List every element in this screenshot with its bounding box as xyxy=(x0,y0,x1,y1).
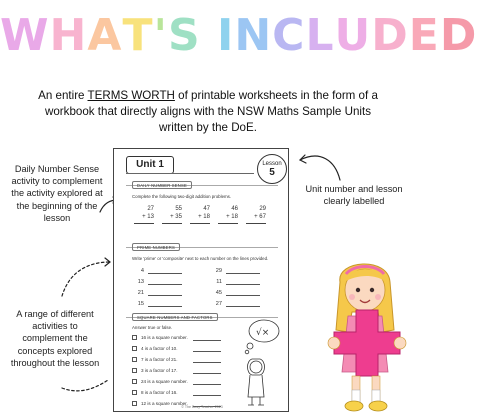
title-letter: L xyxy=(305,10,335,61)
unit-label: Unit 1 xyxy=(126,156,174,174)
true-false-item xyxy=(132,343,221,354)
svg-text:√×: √× xyxy=(256,328,270,338)
title-letter: D xyxy=(371,10,409,61)
annotation-unit-lesson: Unit number and lesson clearly labelled xyxy=(305,184,403,207)
checkbox-icon xyxy=(132,390,137,395)
true-false-list xyxy=(132,332,221,409)
addition-problem xyxy=(246,205,266,224)
title-letter: D xyxy=(439,10,477,61)
answer-line xyxy=(226,279,260,285)
statement-text: 16 is a square number. xyxy=(141,335,188,340)
title-letter: S xyxy=(167,10,201,61)
checkbox-icon xyxy=(132,346,137,351)
addend-bottom: + 18 xyxy=(226,214,238,220)
section-instruction: Write 'prime' or 'composite' next to each number on the lines provided. xyxy=(132,256,269,261)
addend-top: 29 xyxy=(259,206,266,212)
true-false-item xyxy=(132,332,221,343)
addend-top: 46 xyxy=(231,206,238,212)
prime-item xyxy=(206,276,260,287)
statement-text: 7 is a factor of 21. xyxy=(141,357,178,362)
prime-item xyxy=(128,298,182,309)
girl-with-plus-icon xyxy=(318,252,416,416)
title-letter: W xyxy=(0,10,50,61)
prime-list-right xyxy=(206,265,260,309)
answer-line xyxy=(193,368,221,374)
title-letter: A xyxy=(87,10,123,61)
addition-problem xyxy=(134,205,154,224)
checkbox-icon xyxy=(132,357,137,362)
intro-text-after: of printable worksheets in the form of a workbook that directly aligns with the NSW Maths Sample Units written by the DoE. xyxy=(44,89,378,134)
addend-bottom: + 13 xyxy=(142,214,154,220)
prime-number: 15 xyxy=(137,300,144,307)
answer-line xyxy=(226,268,260,274)
title-letter: U xyxy=(334,10,372,61)
prime-number: 11 xyxy=(216,278,222,285)
prime-item xyxy=(206,287,260,298)
statement-text: 12 is a square number. xyxy=(141,401,188,406)
thinking-girl-icon xyxy=(234,317,286,407)
addend-top: 47 xyxy=(203,206,210,212)
worksheet-footer: © The Busy Teacher 2023 xyxy=(181,405,223,409)
title-letter: ' xyxy=(153,10,168,61)
addend-top: 55 xyxy=(175,206,182,212)
true-false-item xyxy=(132,387,221,398)
section-heading-number-sense: DAILY NUMBER SENSE xyxy=(132,181,192,189)
title-letter: C xyxy=(272,10,306,61)
answer-line xyxy=(193,379,221,385)
lesson-number: 5 xyxy=(269,167,275,178)
answer-line xyxy=(190,223,210,224)
worksheet-preview xyxy=(113,148,289,412)
section-instruction: Complete the following two-digit addition problems. xyxy=(132,194,232,199)
checkbox-icon xyxy=(132,335,137,340)
addition-problem xyxy=(190,205,210,224)
prime-number: 27 xyxy=(215,300,222,307)
title-letter: T xyxy=(122,10,154,61)
statement-text: 24 is a square number. xyxy=(141,379,188,384)
true-false-item xyxy=(132,354,221,365)
statement-text: 8 is a factor of 16. xyxy=(141,390,178,395)
answer-line xyxy=(218,223,238,224)
answer-line xyxy=(226,301,260,307)
arrow-unit-lesson-icon xyxy=(300,156,340,180)
addition-problem xyxy=(162,205,182,224)
answer-line xyxy=(148,290,182,296)
annotation-activities: A range of different activities to complement the concepts explored throughout the lesson xyxy=(10,309,100,368)
answer-line xyxy=(148,268,182,274)
intro-underlined-text: TERMS WORTH xyxy=(87,89,175,102)
lesson-label: Lesson xyxy=(262,161,282,167)
true-false-item xyxy=(132,365,221,376)
prime-number: 21 xyxy=(137,289,144,296)
addend-bottom: + 35 xyxy=(170,214,182,220)
prime-number: 13 xyxy=(137,278,144,285)
addition-problem xyxy=(218,205,238,224)
answer-line xyxy=(193,335,221,341)
lesson-badge xyxy=(257,154,287,184)
answer-line xyxy=(134,223,154,224)
answer-line xyxy=(246,223,266,224)
prime-item xyxy=(128,287,182,298)
title-letter: H xyxy=(49,10,88,61)
section-instruction: Answer true or false. xyxy=(132,325,173,330)
prime-item xyxy=(128,265,182,276)
answer-line xyxy=(148,301,182,307)
prime-item xyxy=(206,298,260,309)
prime-item xyxy=(128,276,182,287)
true-false-item xyxy=(132,376,221,387)
prime-number: 45 xyxy=(215,289,222,296)
addend-bottom: + 18 xyxy=(198,214,210,220)
answer-line xyxy=(162,223,182,224)
answer-line xyxy=(148,279,182,285)
annotation-number-sense: Daily Number Sense activity to complement the activity explored at the beginning of the lesson xyxy=(11,164,103,223)
title-letter: E xyxy=(408,10,440,61)
checkbox-icon xyxy=(132,368,137,373)
arrow-activities-icon xyxy=(62,262,110,296)
statement-text: 3 is a factor of 17. xyxy=(141,368,178,373)
header-rule xyxy=(126,173,254,174)
answer-line xyxy=(193,390,221,396)
prime-item xyxy=(206,265,260,276)
intro-text-before: An entire xyxy=(38,89,88,102)
title-letter: I xyxy=(216,10,235,61)
addend-top: 27 xyxy=(147,206,154,212)
section-heading-prime: PRIME NUMBERS xyxy=(132,243,180,251)
prime-number: 4 xyxy=(140,267,144,274)
addend-bottom: + 67 xyxy=(254,214,266,220)
statement-text: 4 is a factor of 10. xyxy=(141,346,178,351)
answer-line xyxy=(193,357,221,363)
answer-line xyxy=(226,290,260,296)
prime-number: 29 xyxy=(215,267,222,274)
title-letter: N xyxy=(234,10,273,61)
section-heading-square: SQUARE NUMBERS AND FACTORS xyxy=(132,313,218,321)
prime-list-left xyxy=(128,265,182,309)
checkbox-icon xyxy=(132,379,137,384)
answer-line xyxy=(193,346,221,352)
